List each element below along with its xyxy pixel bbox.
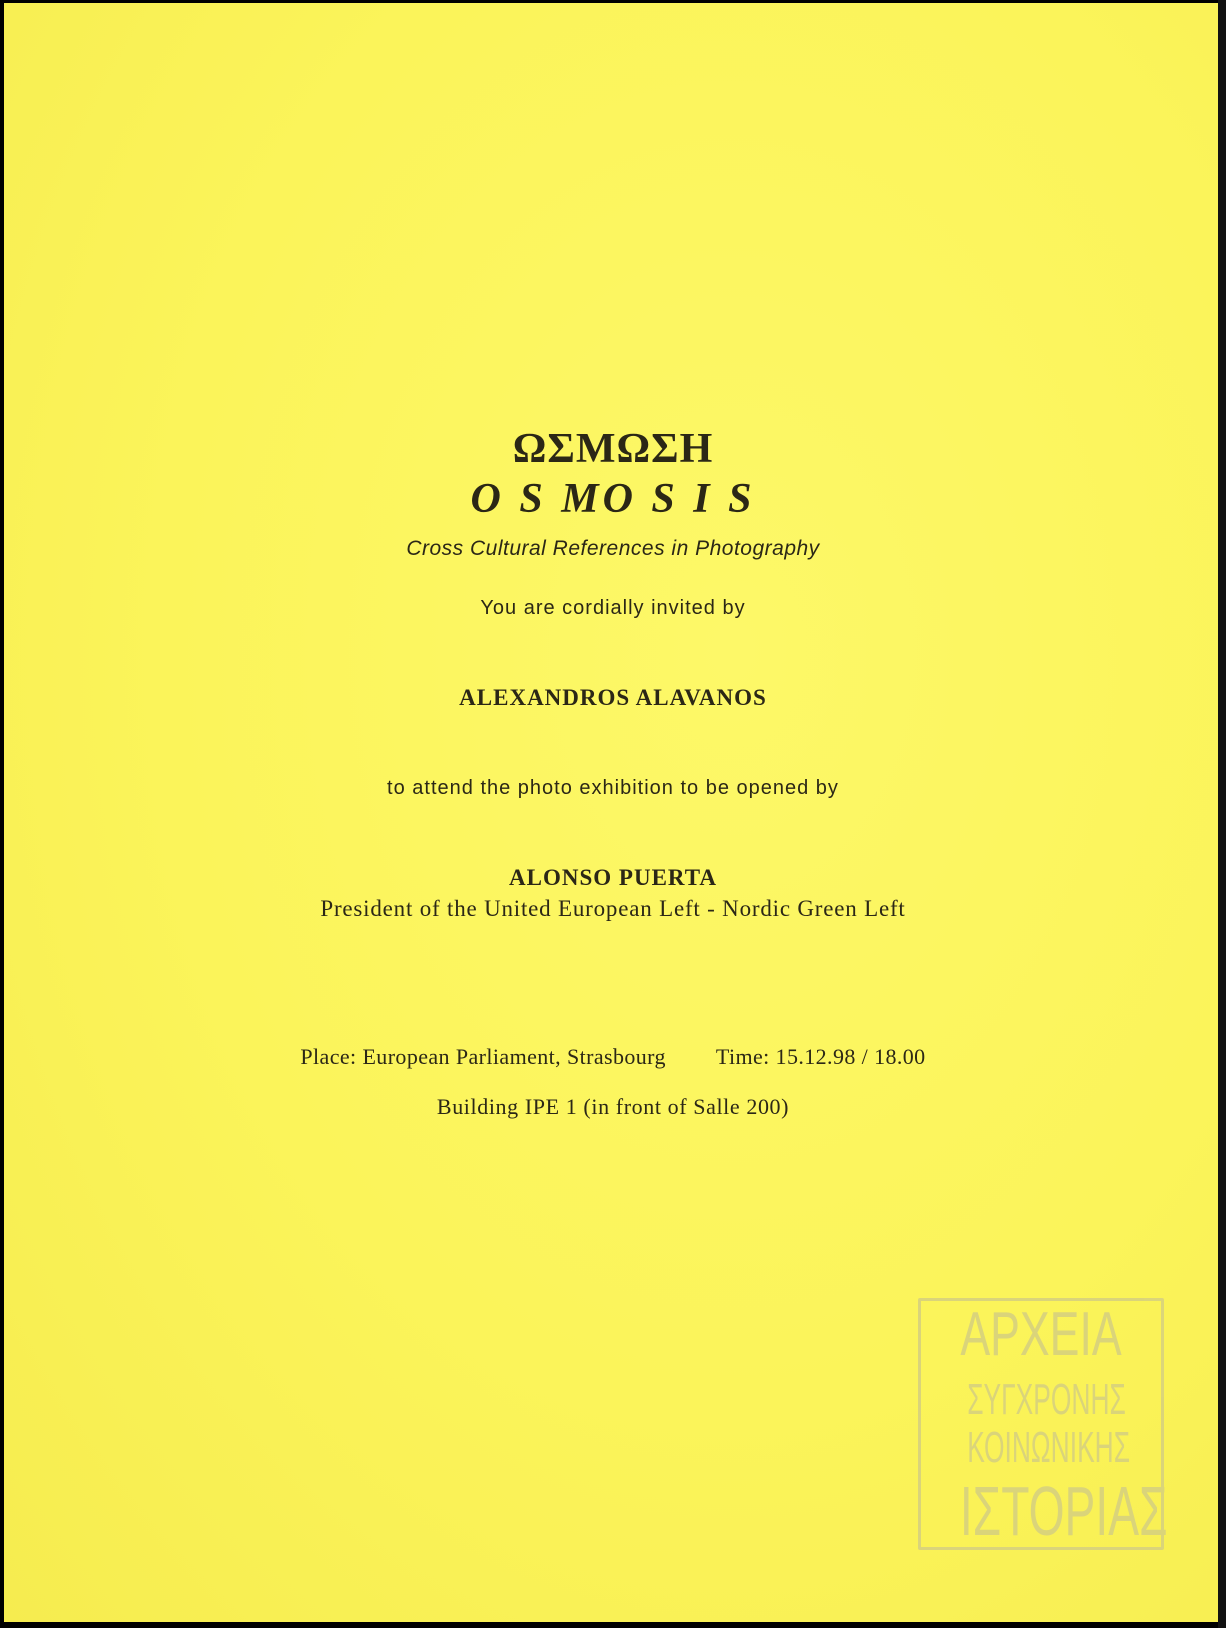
attend-line: to attend the photo exhibition to be opened by bbox=[387, 777, 839, 799]
opener-role: President of the United European Left - Nordic Green Left bbox=[320, 896, 906, 921]
scan-edge bbox=[1218, 0, 1226, 1628]
greek-title: ΩΣΜΩΣΗ bbox=[512, 426, 714, 472]
invite-line: You are cordially invited by bbox=[480, 597, 746, 619]
latin-title: O S MO S I S bbox=[470, 476, 756, 522]
stamp-line-4: ΙΣΤΟΡΙΑΣ bbox=[959, 1472, 1168, 1550]
archive-stamp bbox=[918, 1298, 1168, 1550]
host-name: ALEXANDROS ALAVANOS bbox=[459, 685, 767, 710]
stamp-line-1: ΑΡΧΕΙΑ bbox=[960, 1300, 1122, 1369]
time-text: Time: 15.12.98 / 18.00 bbox=[715, 1044, 926, 1069]
place-text: Place: European Parliament, Strasbourg bbox=[300, 1044, 666, 1069]
building-line: Building IPE 1 (in front of Salle 200) bbox=[436, 1094, 790, 1119]
opener-name: ALONSO PUERTA bbox=[509, 865, 717, 890]
place-time-line bbox=[0, 1044, 1226, 1070]
stamp-line-2: ΣΥΓΧΡΟΝΗΣ bbox=[967, 1375, 1126, 1424]
stamp-line-3: ΚΟΙΝΩΝΙΚΗΣ bbox=[967, 1423, 1131, 1472]
subtitle: Cross Cultural References in Photography bbox=[406, 537, 820, 560]
